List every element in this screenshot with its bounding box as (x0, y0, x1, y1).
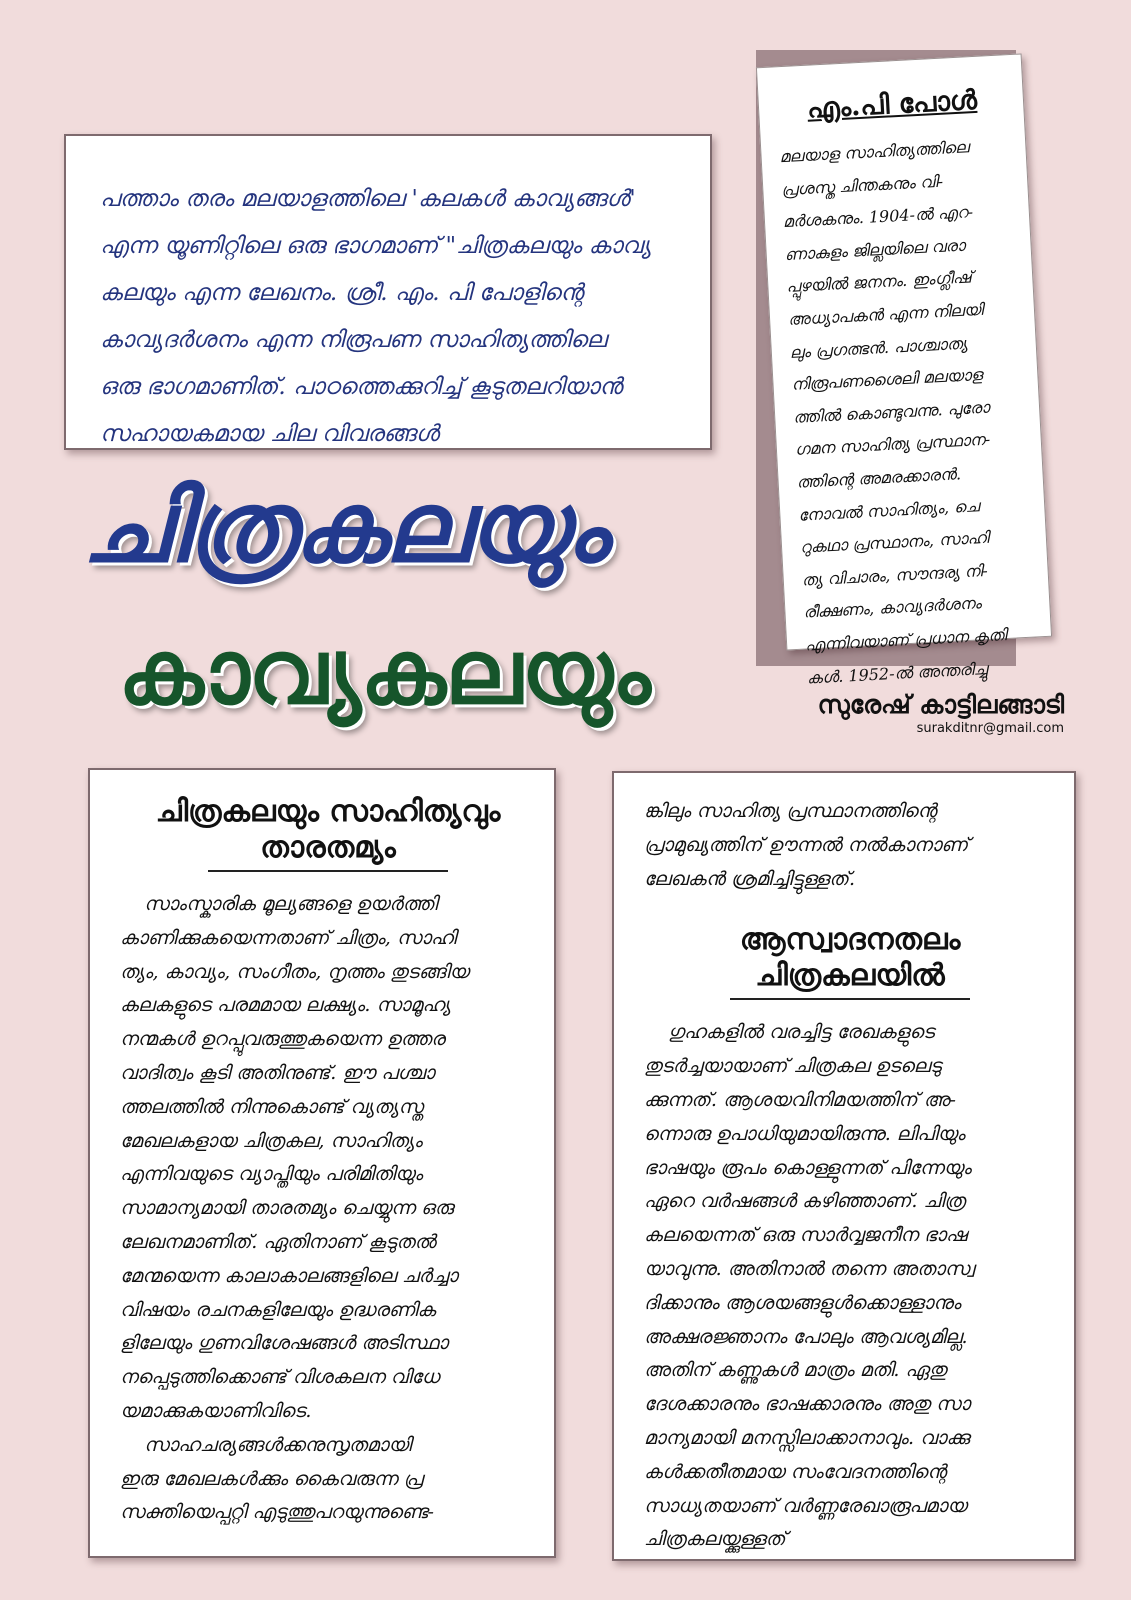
bio-text: മലയാള സാഹിത്യത്തിലെ പ്രശസ്ത ചിന്തകനും വി- മർശകനും. 1904-ൽ എറ- ണാകുളം ജില്ലയിലെ വരാ പ്പുഴയിൽ ജനനം. ഇംഗ്ലീഷ് അധ്യാപകൻ എന്ന നിലയി ലും പ്രഗത്ഭൻ. പാശ്ചാത്യ നിരൂപണശൈലി മലയാള ത്തിൽ കൊണ്ടുവന്നു. പുരോ ഗമന സാഹിത്യ പ്രസ്ഥാന- ത്തിന്റെ അമരക്കാരൻ. നോവൽ സാഹിത്യം, ചെ റുകഥാ പ്രസ്ഥാനം, സാഹി ത്യ വിചാരം, സൗന്ദര്യ നി- രീക്ഷണം, കാവ്യദർശനം എന്നിവയാണ് പ്രധാന കൃതി കൾ. 1952-ൽ അന്തരിച്ചു (779, 137, 1007, 688)
author-name: സുരേഷ് കാട്ടിലങ്ങാടി (817, 690, 1064, 719)
left-article-text: സാംസ്കാരിക മൂല്യങ്ങളെ ഉയർത്തി കാണിക്കുകയെന്നതാണ് ചിത്രം, സാഹി ത്യം, കാവ്യം, സംഗീതം, നൃത്തം തുടങ്ങിയ കലകളുടെ പരമമായ ലക്ഷ്യം. സാമൂഹ്യ നന്മകൾ ഉറപ്പുവരുത്തുകയെന്ന ഉത്തര വാദിത്വം കൂടി അതിനുണ്ട്. ഈ പശ്ചാ ത്തലത്തിൽ നിന്നുകൊണ്ട് വ്യത്യസ്ത മേഖലകളായ ചിത്രകല, സാഹിത്യം എന്നിവയുടെ വ്യാപ്തിയും പരിമിതിയും സാമാന്യമായി താരതമ്യം ചെയ്യുന്ന ഒരു ലേഖനമാണിത്. ഏതിനാണ് കൂടുതൽ മേന്മയെന്ന കാലാകാലങ്ങളിലെ ചർച്ചാ വിഷയം രചനകളിലേയും ഉദ്ധരണിക ളിലേയും ഗുണവിശേഷങ്ങൾ അടിസ്ഥാ നപ്പെടുത്തിക്കൊണ്ട് വിശകലന വിധേ യമാക്കുകയാണിവിടെ. സാഹചര്യങ്ങൾക്കനുസൃതമായി ഇരു മേഖലകൾക്കും കൈവരുന്ന പ്ര സക്തിയെപ്പറ്റി എടുത്തുപറയുന്നുണ്ടെ- (120, 893, 469, 1524)
right-article-text: ഗുഹകളിൽ വരച്ചിട്ട രേഖകളുടെ തുടർച്ചയായാണ് ചിത്രകല ഉടലെടു ക്കുന്നത്. ആശയവിനിമയത്തിന് അ- ന്നൊരു ഉപാധിയുമായിരുന്നു. ലിപിയും ഭാഷയും രൂപം കൊള്ളുന്നത് പിന്നേയും ഏറെ വർഷങ്ങൾ കഴിഞ്ഞാണ്. ചിത്ര കലയെന്നത് ഒരു സാർവ്വജനീന ഭാഷ യാവുന്നു. അതിനാൽ തന്നെ അതാസ്വ ദിക്കാനും ആശയങ്ങളുൾക്കൊള്ളാനും അക്ഷരജ്ഞാനം പോലും ആവശ്യമില്ല. അതിന് കണ്ണുകൾ മാത്രം മതി. ഏതു ദേശക്കാരനും ഭാഷക്കാരനും അതു സാ മാന്യമായി മനസ്സിലാക്കാനാവും. വാക്കു കൾക്കതീതമായ സംവേദനത്തിന്റെ സാധ്യതയാണ് വർണ്ണരേഖാരൂപമായ ചിത്രകലയ്ക്കുള്ളത് (644, 1021, 975, 1551)
left-section-heading: ചിത്രകലയും സാഹിത്യവും താരതമ്യം (155, 794, 501, 865)
author-credit (812, 690, 1064, 736)
heading-underline (208, 870, 448, 872)
right-article-card (612, 771, 1076, 1561)
left-article-card (88, 768, 556, 1558)
heading-underline (730, 998, 970, 1000)
bio-title: എം.പി പോൾ (806, 84, 978, 125)
intro-text: പത്താം തരം മലയാളത്തിലെ 'കലകൾ കാവ്യങ്ങൾ' എന്ന യൂണിറ്റിലെ ഒരു ഭാഗമാണ് "ചിത്രകലയും കാവ്യ കലയും എന്ന ലേഖനം. ശ്രീ. എം. പി പോളിന്റെ കാവ്യദർശനം എന്ന നിരൂപണ സാഹിത്യത്തിലെ ഒരു ഭാഗമാണിത്. പാഠത്തെക്കുറിച്ച് കൂടുതലറിയാൻ സഹായകമായ ചില വിവരങ്ങൾ (100, 186, 651, 447)
author-bio-card (756, 53, 1052, 688)
main-title-line1: ചിത്രകലയും (82, 470, 606, 585)
right-article-continuation: ങ്കിലും സാഹിത്യ പ്രസ്ഥാനത്തിന്റെ പ്രാമുഖ്യത്തിന് ഊന്നൽ നൽകാനാണ് ലേഖകൻ ശ്രമിച്ചിട്ടുള്ളത്. (644, 800, 969, 890)
main-title-line2: കാവ്യകലയും (118, 620, 650, 725)
right-section-heading: ആസ്വാദനതലം ചിത്രകലയിൽ (739, 922, 961, 994)
intro-note-card (64, 134, 712, 450)
author-email: surakditnr@gmail.com (916, 721, 1064, 736)
